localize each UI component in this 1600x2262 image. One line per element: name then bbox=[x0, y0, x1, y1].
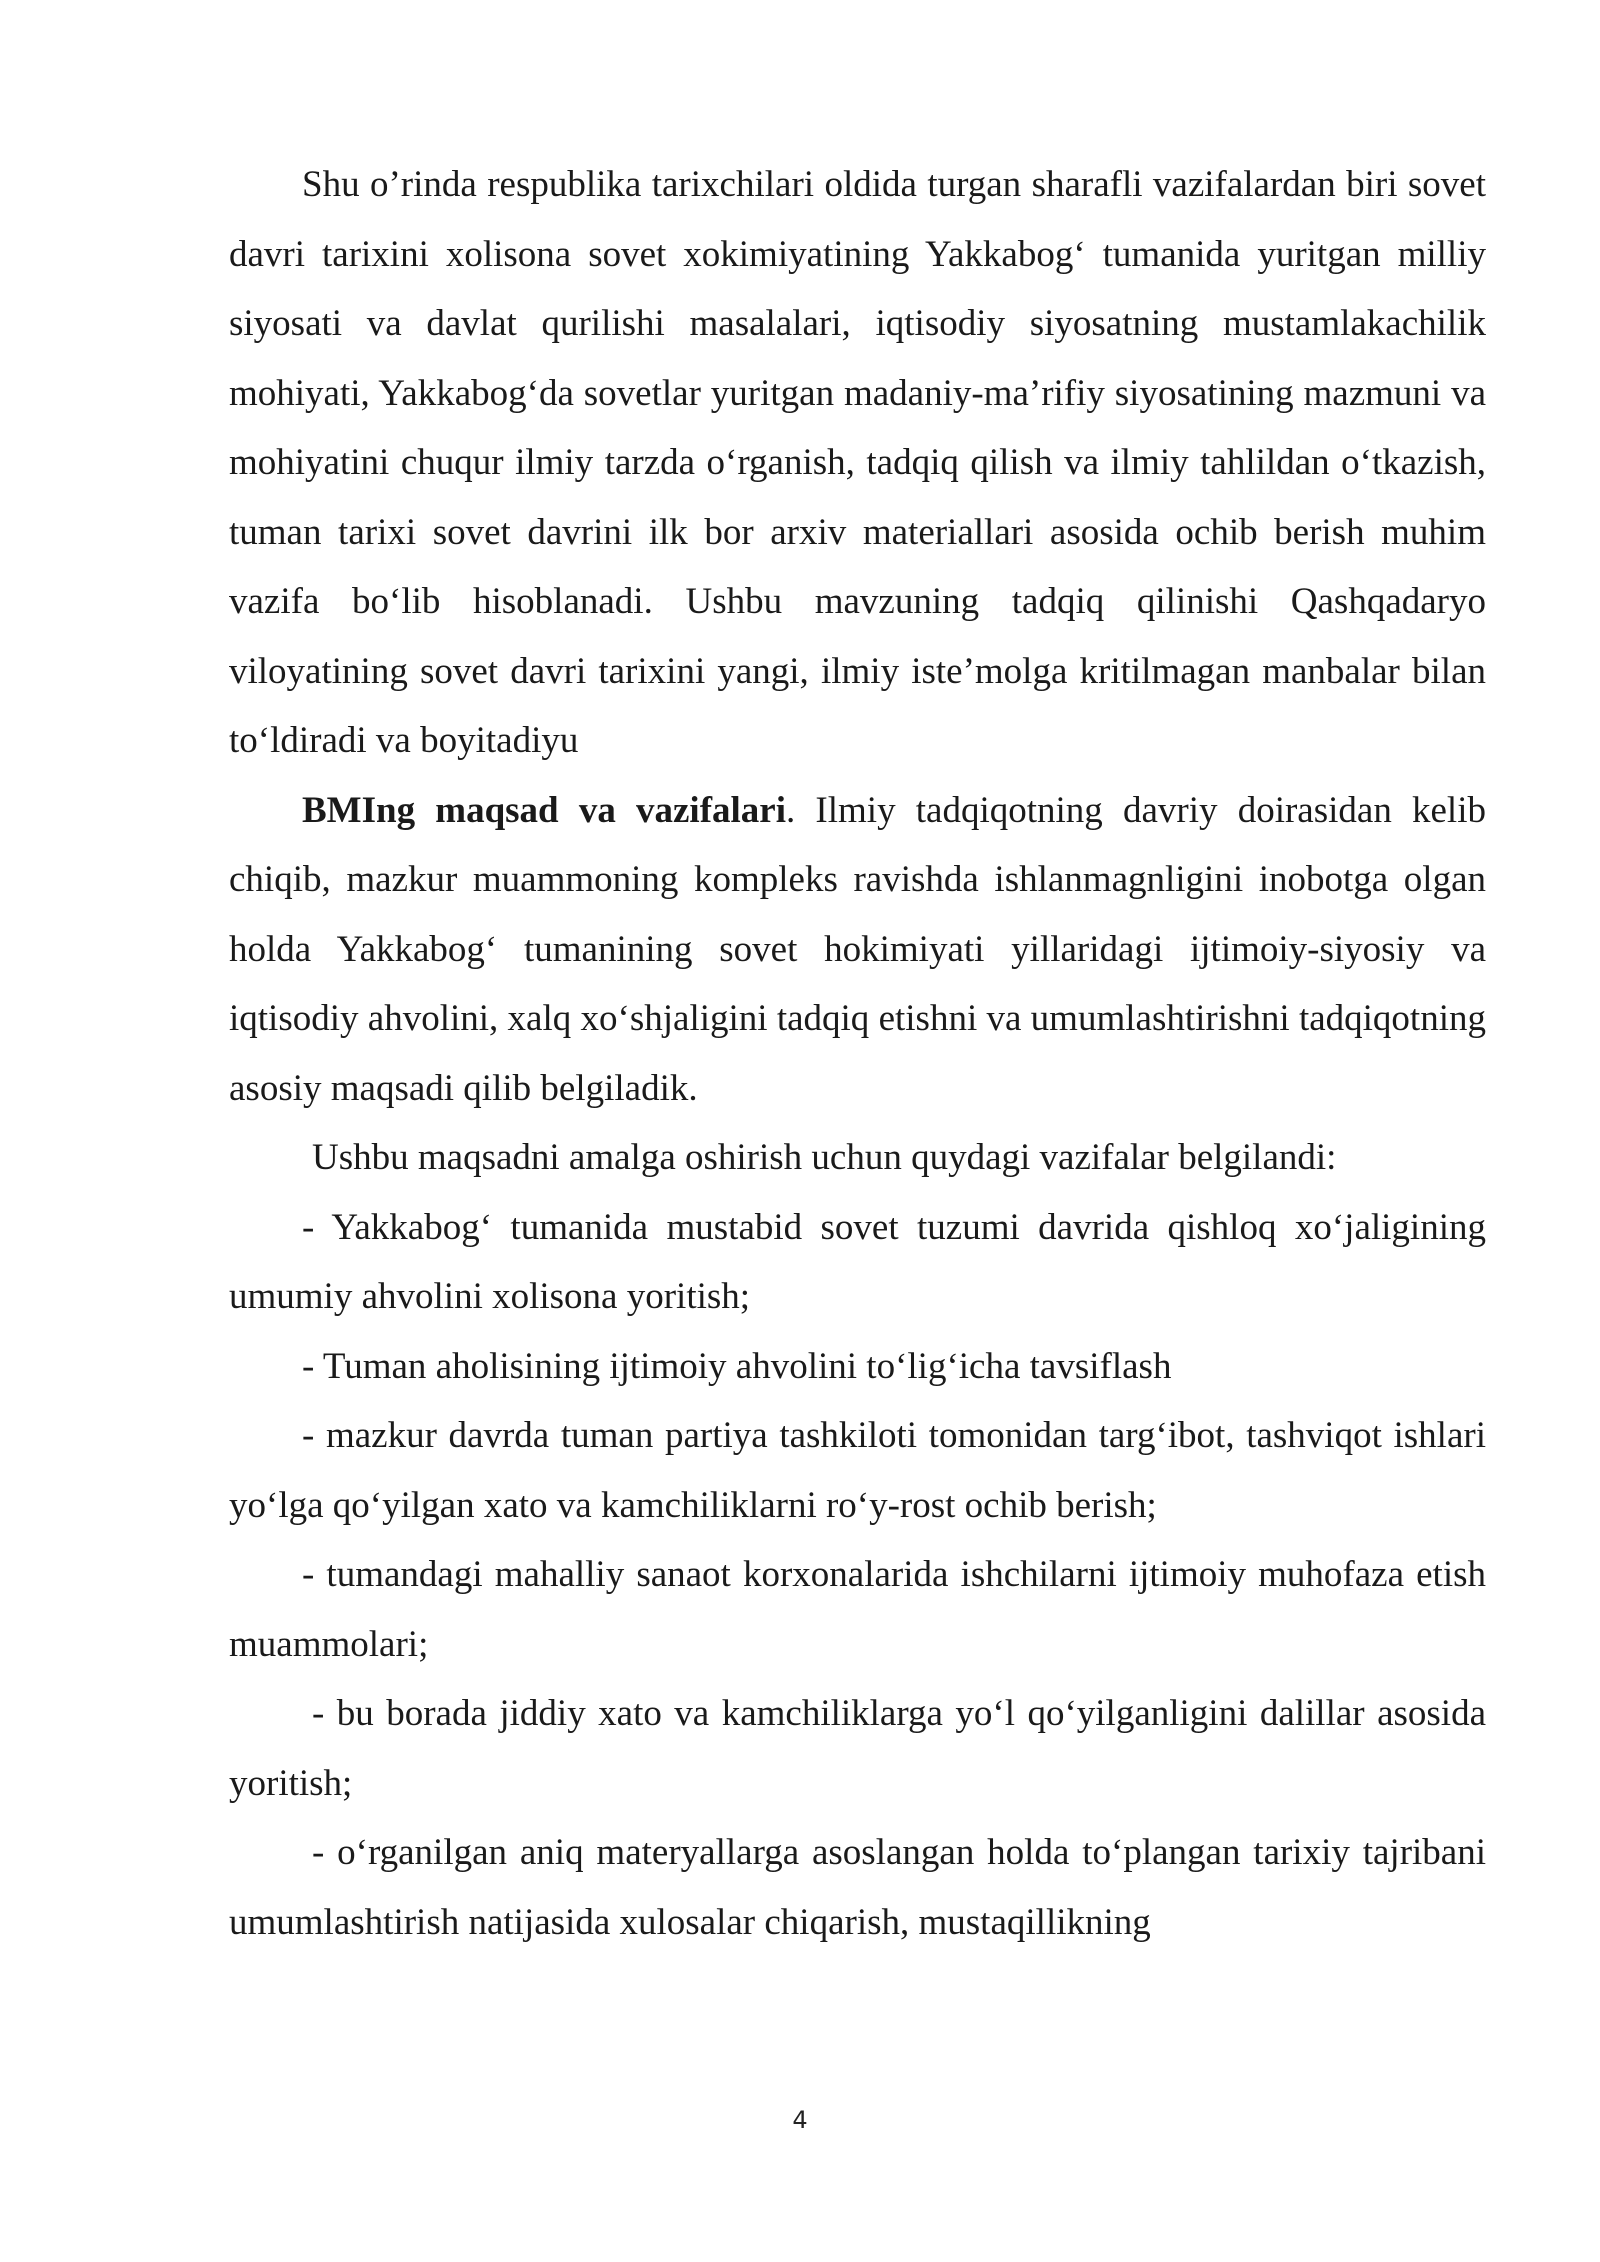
paragraph-goals bbox=[229, 776, 1486, 1124]
task-item: - mazkur davrda tuman partiya tashkiloti tomonidan targ‘ibot, tashviqot ishlari yo‘lga qo‘yilgan xato va kamchiliklarni ro‘y-rost ochib berish; bbox=[229, 1415, 1486, 1526]
task-item: - Tuman aholisining ijtimoiy ahvolini to‘lig‘icha tavsiflash bbox=[302, 1345, 1172, 1387]
paragraph-intro: Shu o’rinda respublika tarixchilari oldida turgan sharafli vazifalardan biri sovet davri tarixini xolisona sovet xokimiyatining Yakkabog‘ tumanida yuritgan milliy siyosati va davlat qurilishi masalalari, iqtisodiy siyosatning mustamlakachilik mohiyati, Yakkabog‘da sovetlar yuritgan madaniy-ma’rifiy siyosatining mazmuni va mohiyatini chuqur ilmiy tarzda o‘rganish, tadqiq qilish va ilmiy tahlildan o‘tkazish, tuman tarixi sovet davrini ilk bor arxiv materiallari asosida ochib berish muhim vazifa bo‘lib hisoblanadi. Ushbu mavzuning tadqiq qilinishi Qashqadaryo viloyatining sovet davri tarixini yangi, ilmiy iste’molga kritilmagan manbalar bilan to‘ldiradi va boyitadiyu bbox=[229, 164, 1486, 761]
task-item: - bu borada jiddiy xato va kamchiliklarga yo‘l qo‘yilganligini dalillar asosida yoritish; bbox=[229, 1693, 1486, 1804]
goals-text: Ilmiy tadqiqotning davriy doirasidan kelib chiqib, mazkur muammoning kompleks ravishda ishlanmagnligini inobotga olgan holda Yakkabog‘ tumanining sovet hokimiyati yillaridagi ijtimoiy-siyosiy va iqtisodiy ahvolini, xalq xo‘shjaligini tadqiq etishni va umumlashtirishni tadqiqotning asosiy maqsadi qilib belgiladik. bbox=[229, 789, 1486, 1109]
goals-heading-suffix: . bbox=[786, 789, 796, 831]
task-item: - Yakkabog‘ tumanida mustabid sovet tuzumi davrida qishloq xo‘jaligining umumiy ahvolini xolisona yoritish; bbox=[229, 1206, 1486, 1317]
tasks-intro: Ushbu maqsadni amalga oshirish uchun quydagi vazifalar belgilandi: bbox=[312, 1137, 1337, 1178]
goals-heading: BMIng maqsad va vazifalari bbox=[302, 789, 786, 831]
document-body bbox=[229, 150, 1486, 1957]
task-item: - tumandagi mahalliy sanaot korxonalarida ishchilarni ijtimoiy muhofaza etish muammolari; bbox=[229, 1554, 1486, 1665]
page-number: 4 bbox=[792, 2106, 808, 2134]
task-item: - o‘rganilgan aniq materyallarga asoslangan holda to‘plangan tarixiy tajribani umumlashtirish natijasida xulosalar chiqarish, mustaqillikning bbox=[229, 1832, 1486, 1943]
